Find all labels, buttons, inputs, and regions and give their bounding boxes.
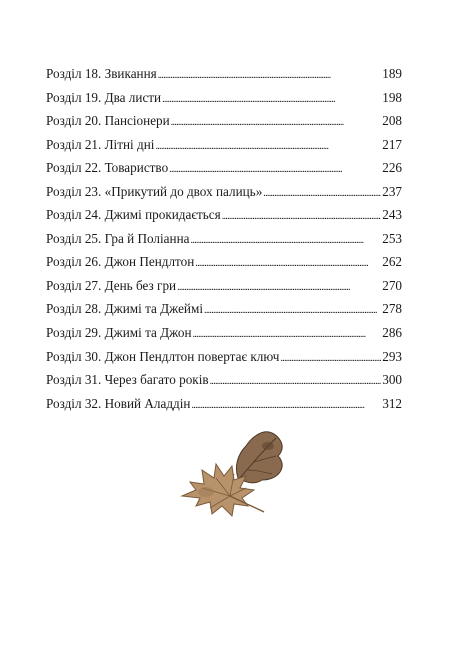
toc-entry-title: Розділ 27. День без гри [46, 277, 177, 293]
toc-leader-dots [210, 368, 382, 394]
toc-entry-title: Розділ 21. Літні дні [46, 136, 155, 152]
toc-entry-title: Розділ 25. Гра й Поліанна [46, 230, 190, 246]
toc-leader-dots [280, 345, 381, 371]
toc-leader-dots [204, 297, 381, 323]
toc-leader-dots [171, 109, 382, 135]
toc-leader-dots [162, 86, 381, 112]
toc-entry[interactable] [46, 86, 402, 110]
toc-entry[interactable] [46, 227, 402, 251]
toc-entry-page: 198 [382, 89, 402, 105]
autumn-leaves-icon [176, 426, 294, 522]
oak-leaf-icon [236, 432, 282, 483]
toc-entry[interactable] [46, 274, 402, 298]
toc-entry[interactable] [46, 345, 402, 369]
toc-leader-dots [169, 156, 381, 182]
toc-entry-title: Розділ 29. Джимі та Джон [46, 325, 192, 341]
toc-entry-title: Розділ 20. Пансіонери [46, 113, 170, 129]
toc-entry-title: Розділ 28. Джимі та Джеймі [46, 301, 204, 317]
toc-entry-page: 208 [382, 113, 402, 129]
toc-entry[interactable] [46, 203, 402, 227]
toc-entry-page: 278 [382, 301, 402, 317]
toc-entry-page: 262 [382, 254, 402, 270]
toc-leader-dots [222, 203, 382, 229]
toc-entry-page: 293 [382, 348, 402, 364]
toc-entry-page: 189 [382, 66, 402, 81]
toc-entry[interactable] [46, 180, 402, 204]
toc-entry-title: Розділ 22. Товариство [46, 160, 169, 176]
toc-entry-page: 237 [382, 183, 402, 199]
toc-entry-page: 253 [382, 230, 402, 246]
toc-entry-page: 217 [382, 136, 402, 152]
toc-entry-page: 226 [382, 160, 402, 176]
table-of-contents [46, 62, 402, 415]
toc-leader-dots [191, 392, 381, 418]
toc-entry-title: Розділ 32. Новий Аладдін [46, 395, 191, 411]
toc-entry[interactable] [46, 109, 402, 133]
toc-entry-title: Розділ 30. Джон Пендлтон повертає ключ [46, 348, 280, 364]
toc-entry-page: 300 [382, 372, 402, 388]
toc-entry-title: Розділ 23. «Прикутий до двох палиць» [46, 183, 263, 199]
toc-entry[interactable] [46, 62, 402, 86]
toc-entry[interactable] [46, 133, 402, 157]
toc-entry-title: Розділ 18. Звикання [46, 66, 157, 81]
autumn-leaves-svg [176, 426, 294, 522]
toc-entry-title: Розділ 26. Джон Пендлтон [46, 254, 195, 270]
toc-entry[interactable] [46, 321, 402, 345]
toc-entry[interactable] [46, 368, 402, 392]
toc-leader-dots [155, 133, 381, 159]
toc-leader-dots [193, 321, 382, 347]
toc-entry-title: Розділ 31. Через багато років [46, 372, 209, 388]
toc-entry-page: 243 [382, 207, 402, 223]
toc-leader-dots [195, 250, 381, 276]
toc-entry-page: 270 [382, 277, 402, 293]
toc-entry[interactable] [46, 250, 402, 274]
toc-entry[interactable] [46, 392, 402, 416]
toc-entry-page: 286 [382, 325, 402, 341]
toc-leader-dots [177, 274, 381, 300]
toc-entry-page: 312 [382, 395, 402, 411]
toc-leader-dots [158, 62, 381, 88]
toc-entry[interactable] [46, 297, 402, 321]
toc-entry-title: Розділ 24. Джимі прокидається [46, 207, 221, 223]
toc-entry[interactable] [46, 156, 402, 180]
toc-leader-dots [263, 180, 381, 206]
toc-entry-title: Розділ 19. Два листи [46, 89, 162, 105]
toc-leader-dots [191, 227, 382, 253]
